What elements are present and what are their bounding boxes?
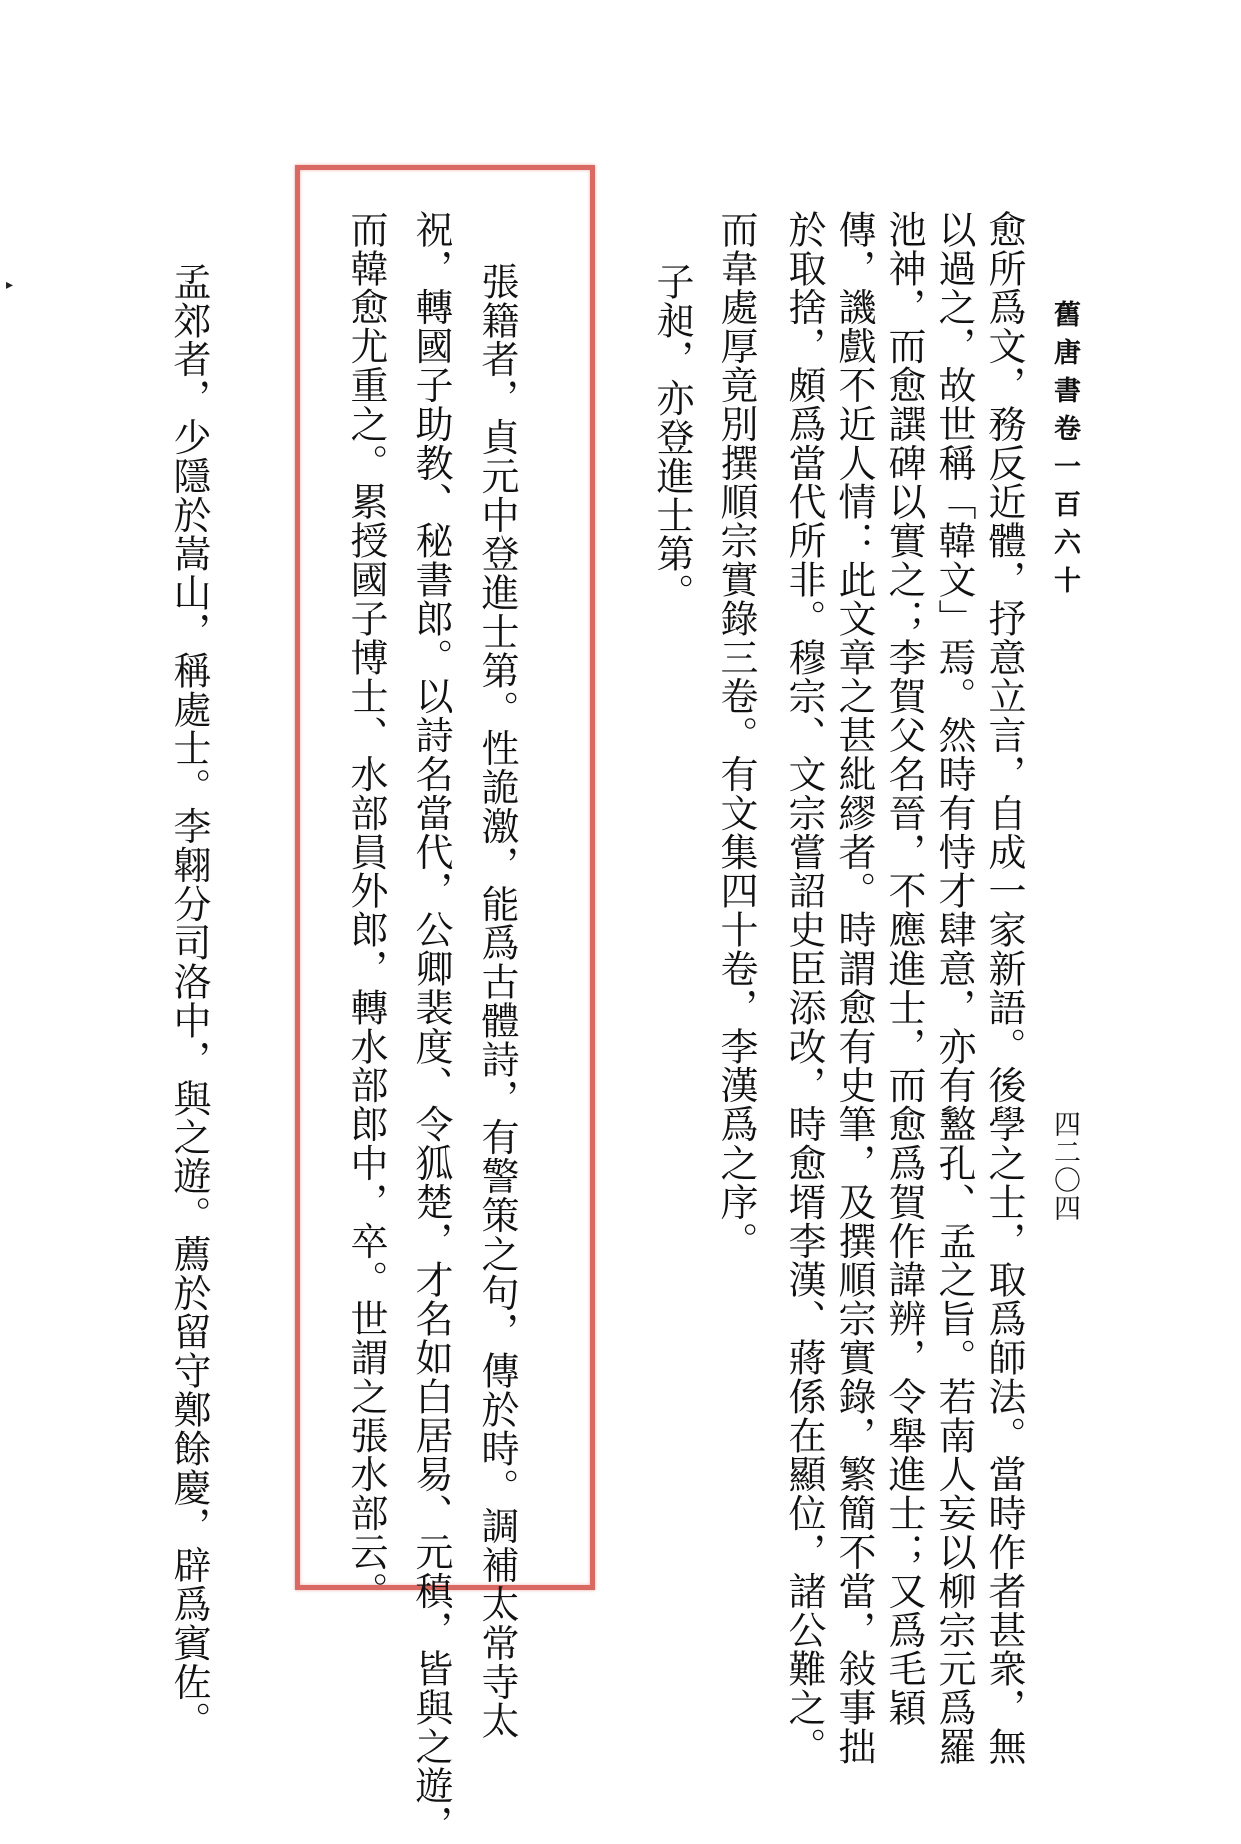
text-column: 池神，而愈譔碑以實之；李賀父名晉，不應進士，而愈爲賀作諱辨，令舉進士；又爲毛穎 [882, 210, 926, 1728]
text-column: 孟郊者，少隱於嵩山，稱處士。李翺分司洛中，與之遊。薦於留守鄭餘慶，辟爲賓佐。 [167, 262, 211, 1741]
text-column: 而韋處厚竟別撰順宗實錄三卷。有文集四十卷，李漢爲之序。 [714, 210, 758, 1261]
text-column: 子昶，亦登進士第。 [650, 262, 694, 613]
text-column: 張籍者，貞元中登進士第。性詭激，能爲古體詩，有警策之句，傳於時。調補太常寺太 [475, 262, 519, 1741]
margin-mark: ▸ [6, 277, 14, 293]
text-column: 而韓愈尤重之。累授國子博士、水部員外郎，轉水部郎中，卒。世謂之張水部云。 [344, 210, 388, 1611]
text-column: 傳，譏戲不近人情：此文章之甚紕繆者。時謂愈有史筆，及撰順宗實錄，繁簡不當，敍事拙 [832, 210, 876, 1766]
text-column: 祝，轉國子助教、秘書郎。以詩名當代，公卿裴度、令狐楚，才名如白居易、元稹，皆與之遊， [409, 210, 453, 1844]
text-column: 愈所爲文，務反近體，抒意立言，自成一家新語。後學之士，取爲師法。當時作者甚衆，無 [982, 210, 1026, 1766]
running-header: 舊唐書卷一百六十 [1049, 300, 1080, 604]
text-column: 於取捨，頗爲當代所非。穆宗、文宗嘗詔史臣添改，時愈壻李漢、蔣係在顯位，諸公難之。 [782, 210, 826, 1766]
page-number: 四二〇四 [1049, 1110, 1080, 1222]
text-column: 以過之，故世稱「韓文」焉。然時有恃才肆意，亦有盭孔、孟之旨。若南人妄以柳宗元爲羅 [932, 210, 976, 1766]
